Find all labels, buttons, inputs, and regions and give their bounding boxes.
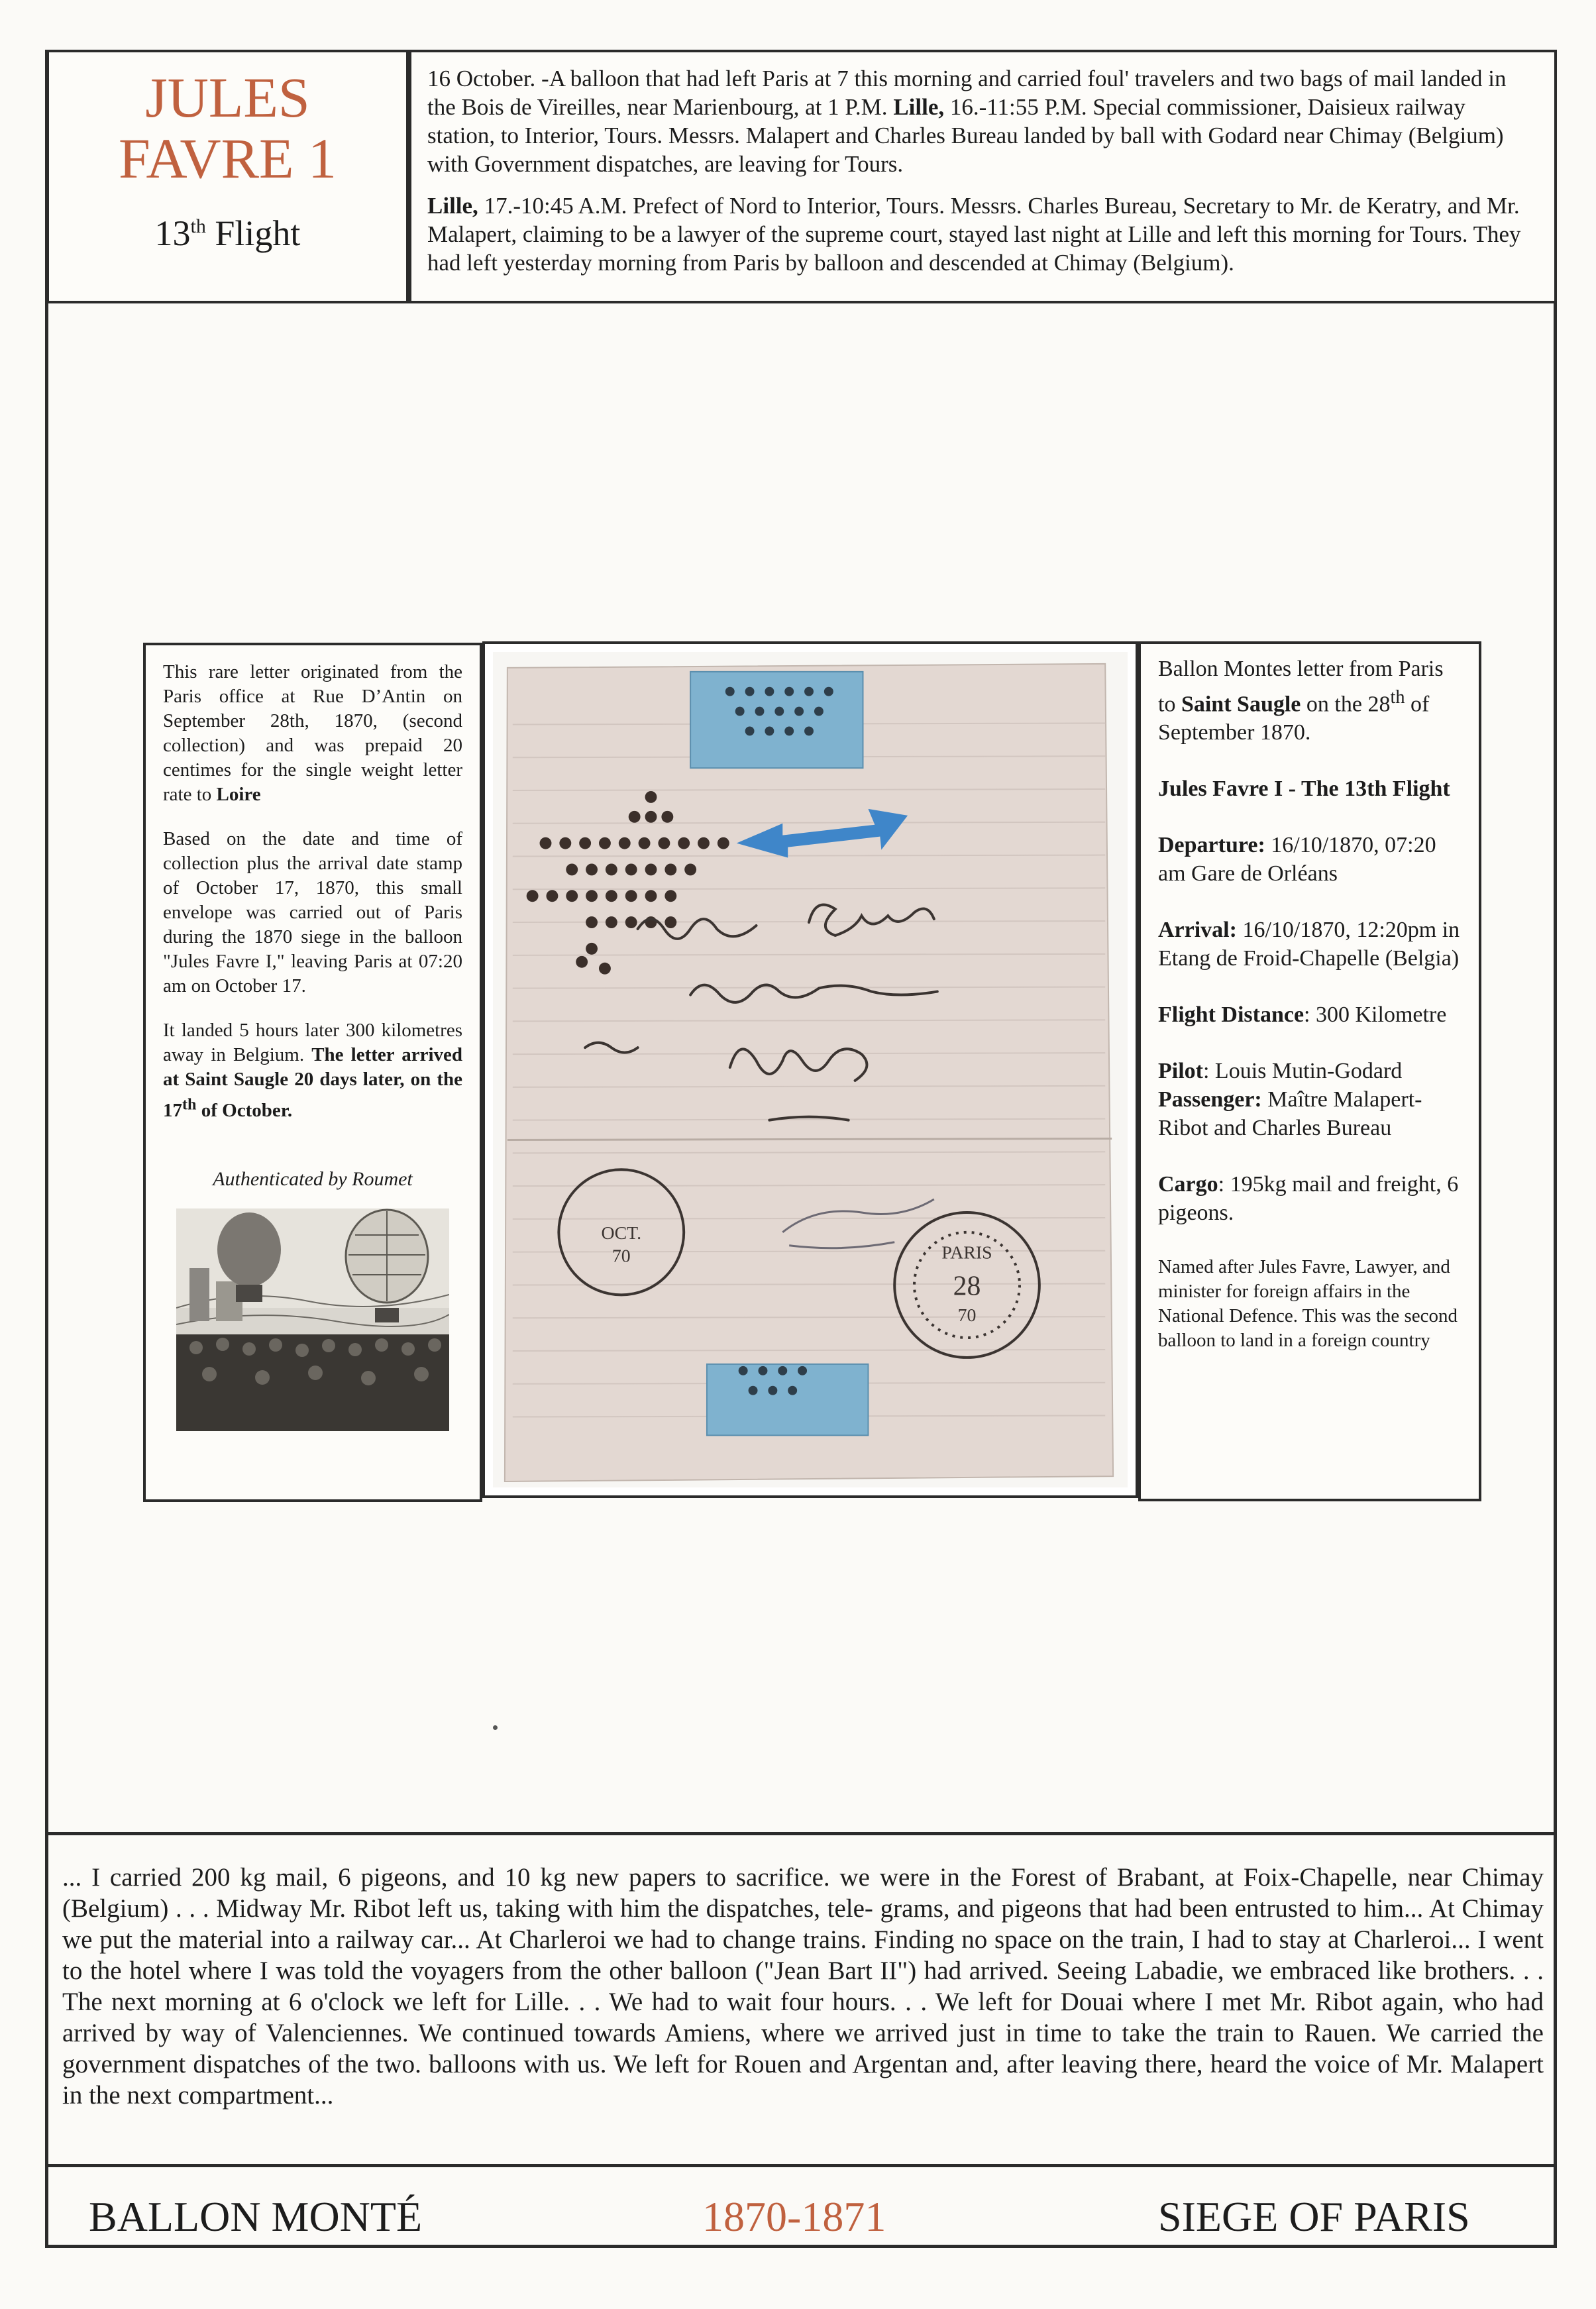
left-description bbox=[143, 643, 482, 1502]
right-description bbox=[1138, 641, 1481, 1501]
origin-text: This rare letter originated from the Paris office at Rue D’Antin on September 28th, 1870, (second collection) and was prepaid 20 centimes for the single weight letter rate to bbox=[163, 661, 462, 805]
footer-bar bbox=[46, 2164, 1557, 2251]
route-summary-a: Ballon Montes letter from Paris to bbox=[1158, 657, 1444, 717]
pilot-value: : Louis Mutin-Godard bbox=[1202, 1059, 1403, 1084]
flight-name bbox=[1158, 775, 1462, 803]
departure-label: Departure: bbox=[1158, 833, 1265, 858]
footer-date-range: 1870-1871 bbox=[702, 2193, 886, 2240]
footer-left-label: BALLON MONTÉ bbox=[89, 2193, 423, 2240]
landing-text: It landed 5 hours later 300 kilometres away in Belgium. bbox=[163, 1020, 462, 1065]
footer-right-label: SIEGE OF PARIS bbox=[1158, 2193, 1470, 2240]
cargo-info bbox=[1158, 1170, 1462, 1227]
crew-info bbox=[1158, 1057, 1462, 1142]
telegram-text-box bbox=[409, 50, 1557, 303]
telegram-paragraph-1 bbox=[427, 64, 1538, 178]
landing-paragraph bbox=[163, 1018, 462, 1123]
authentication-note: Authenticated by Roumet bbox=[213, 1167, 413, 1190]
page-title bbox=[49, 67, 406, 189]
svg-text:28: 28 bbox=[953, 1271, 981, 1302]
distance-value: : 300 Kilometre bbox=[1304, 1002, 1447, 1028]
origin-paragraph bbox=[163, 660, 462, 807]
route-destination: Saint Saugle bbox=[1181, 692, 1301, 717]
balloon-name-note: Named after Jules Favre, Lawyer, and minister for foreign affairs in the National Defence. This was the second balloon to land in a foreign country bbox=[1158, 1256, 1458, 1352]
flight-number: 13 bbox=[154, 213, 191, 253]
destination-region: Loire bbox=[216, 784, 261, 805]
cargo-value: : 195kg mail and freight, 6 pigeons. bbox=[1158, 1172, 1459, 1226]
title-box bbox=[46, 50, 409, 303]
title-line-2: FAVRE 1 bbox=[119, 127, 337, 190]
cargo-label: Cargo bbox=[1158, 1172, 1218, 1197]
svg-text:70: 70 bbox=[612, 1246, 631, 1267]
route-summary-c: on the 28 bbox=[1306, 692, 1391, 717]
title-line-1: JULES bbox=[145, 66, 310, 129]
route-summary-d: of September 1870. bbox=[1158, 692, 1430, 745]
route-summary-sup: th bbox=[1390, 687, 1405, 708]
distance-label: Flight Distance bbox=[1158, 1002, 1304, 1028]
arrival-text-a: The letter arrived at Saint Saugle 20 days later, on the 17 bbox=[163, 1044, 463, 1121]
departure-value: 16/10/1870, 07:20 am Gare de Orléans bbox=[1158, 833, 1436, 886]
telegram-paragraph-2 bbox=[427, 191, 1538, 277]
telegram-1-place: Lille, bbox=[893, 94, 945, 120]
svg-text:PARIS: PARIS bbox=[941, 1242, 992, 1263]
route-summary bbox=[1158, 655, 1462, 747]
flight-suffix: th bbox=[190, 215, 206, 237]
svg-text:70: 70 bbox=[957, 1305, 977, 1326]
passenger-value: Maître Malapert-Ribot and Charles Bureau bbox=[1158, 1087, 1422, 1141]
telegram-2-place: Lille, bbox=[427, 193, 478, 219]
arrival-text-b: of October. bbox=[201, 1099, 293, 1121]
departure-info bbox=[1158, 831, 1462, 888]
telegram-2-text: 17.-10:45 A.M. Prefect of Nord to Interior, Tours. Messrs. Charles Bureau, Secretary to Mr. de Keratry, and Mr. Malapert, claiming to be a lawyer of the supreme court, stayed last night at Lille and left this morning for Tours. They had left yesterday morning from Paris by balloon and descended at Chimay (Belgium). bbox=[427, 193, 1521, 276]
flight-word: Flight bbox=[215, 213, 301, 253]
letter-image-frame bbox=[482, 641, 1138, 1498]
svg-text:OCT.: OCT. bbox=[601, 1222, 642, 1244]
arrival-value: 16/10/1870, 12:20pm in Etang de Froid-Chapelle (Belgia) bbox=[1158, 918, 1460, 971]
pilot-label: Pilot bbox=[1158, 1059, 1203, 1084]
arrival-info bbox=[1158, 916, 1462, 973]
arrival-sup: th bbox=[182, 1095, 197, 1113]
telegram-1-text-cont: 16.-11:55 P.M. Special commissioner, Daisieux railway station, to Interior, Tours. Messrs. Malapert and Charles Bureau landed by ball with Godard near Chimay (Belgium) with Government dispatches, are leaving for Tours. bbox=[427, 94, 1504, 177]
balloon-engraving-image bbox=[176, 1208, 449, 1431]
route-paragraph: Based on the date and time of collection plus the arrival date stamp of October 17, 1870, this small envelope was carried out of Paris during the 1870 siege in the balloon "Jules Favre I," leaving Paris at 07:20 am on October 17. bbox=[163, 828, 462, 996]
distance-info bbox=[1158, 1000, 1462, 1029]
flight-name-text: Jules Favre I - The 13th Flight bbox=[1158, 777, 1450, 802]
flight-label bbox=[49, 213, 406, 254]
narrative-text: ... I carried 200 kg mail, 6 pigeons, and 10 kg new papers to sacrifice. we were in the Forest of Brabant, at Foix-Chapelle, near Chimay (Belgium) . . . Midway Mr. Ribot left us, taking with him the dispatches, tele- grams, and pigeons that had been entrusted to him... At Chimay we put the material into a railway car... At Charleroi we had to change trains. Finding no space on the train, I had to stay at Charleroi... I went to the hotel where I was told the voyagers from the other balloon ("Jean Bart II") had arrived. Seeing Labadie, we embraced like brothers. . . The next morning at 6 o'clock we left for Lille. . . We had to wait four hours. . . We left for Douai where I met Mr. Ribot again, who had arrived by way of Valenciennes. We continued towards Amiens, where we arrived just in time to take the train to Rauen. We carried the government dispatches of the two. balloons with us. We left for Rouen and Argentan and, after leaving there, heard the voice of Mr. Malapert in the next compartment... bbox=[46, 1832, 1557, 2163]
telegram-1-text: 16 October. -A balloon that had left Paris at 7 this morning and carried foul' travelers and two bags of mail landed in the Bois de Vireilles, near Marienbourg, at 1 P.M. bbox=[427, 66, 1507, 120]
speck bbox=[493, 1725, 498, 1730]
ballon-monte-letter-image bbox=[493, 652, 1128, 1487]
arrival-label: Arrival: bbox=[1158, 918, 1237, 943]
passenger-label: Passenger: bbox=[1158, 1087, 1262, 1112]
